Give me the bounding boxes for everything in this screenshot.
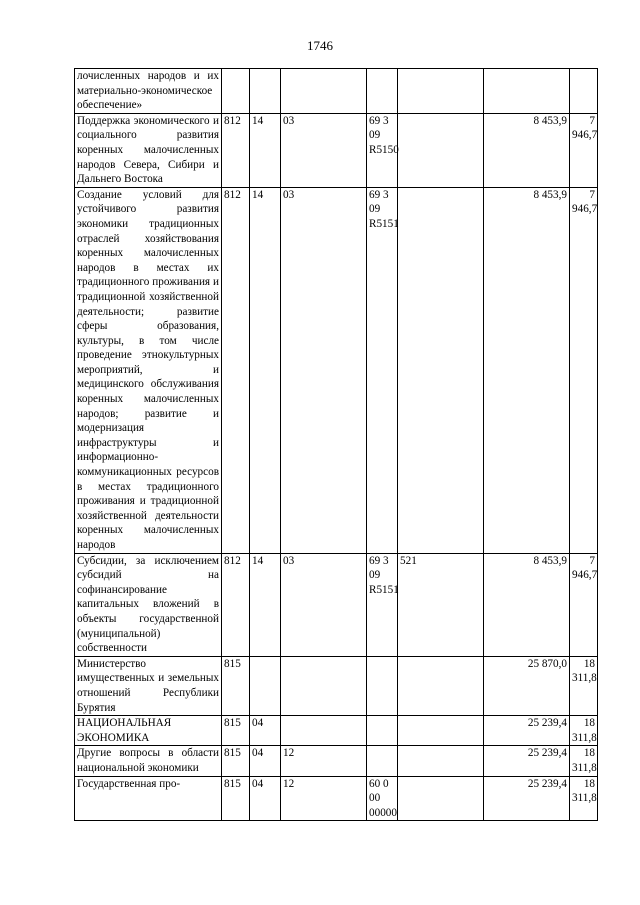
table-row [75,746,598,776]
table-row [75,187,598,553]
cell-ved [222,69,250,114]
cell-vr [398,187,484,553]
cell-pr: 03 [281,113,367,187]
cell-sum-2: 7 946,7 [570,113,598,187]
cell-rz: 14 [250,113,281,187]
budget-table [74,68,598,821]
cell-ved: 815 [222,656,250,715]
page-number: 1746 [307,38,333,53]
cell-vr [398,113,484,187]
cell-csr [367,716,398,746]
cell-sum-1: 8 453,9 [484,187,570,553]
cell-pr [281,656,367,715]
cell-vr [398,776,484,821]
cell-sum-2: 18 311,8 [570,746,598,776]
cell-sum-1: 8 453,9 [484,113,570,187]
cell-ved: 812 [222,187,250,553]
cell-sum-1: 25 870,0 [484,656,570,715]
cell-rz: 14 [250,187,281,553]
cell-sum-1: 25 239,4 [484,716,570,746]
cell-csr: 60 0 00 00000 [367,776,398,821]
cell-vr [398,656,484,715]
cell-csr: 69 3 09 R5151 [367,553,398,656]
cell-sum-2: 18 311,8 [570,776,598,821]
cell-name: Государственная про- [75,776,222,821]
cell-rz [250,656,281,715]
table-row [75,776,598,821]
cell-name: лочисленных народов и их материально-экономическое обеспечение» [75,69,222,114]
cell-sum-2: 7 946,7 [570,187,598,553]
cell-rz: 14 [250,553,281,656]
cell-rz: 04 [250,746,281,776]
cell-ved: 815 [222,746,250,776]
cell-sum-2 [570,69,598,114]
cell-sum-2: 18 311,8 [570,716,598,746]
cell-ved: 815 [222,716,250,746]
cell-ved: 815 [222,776,250,821]
cell-rz: 04 [250,776,281,821]
table-row [75,113,598,187]
cell-sum-1: 25 239,4 [484,746,570,776]
cell-sum-1: 8 453,9 [484,553,570,656]
cell-pr: 03 [281,553,367,656]
cell-csr: 69 3 09 R5151 [367,187,398,553]
cell-rz [250,69,281,114]
cell-sum-2: 18 311,8 [570,656,598,715]
cell-name: Поддержка экономического и социального развития коренных малочисленных народов Севера, Сибири и Дальнего Востока [75,113,222,187]
table-row [75,553,598,656]
cell-csr [367,69,398,114]
table-row [75,656,598,715]
cell-name: НАЦИОНАЛЬНАЯ ЭКОНОМИКА [75,716,222,746]
cell-rz: 04 [250,716,281,746]
cell-vr [398,746,484,776]
cell-pr: 03 [281,187,367,553]
cell-name: Министерство имущественных и земельных отношений Республики Бурятия [75,656,222,715]
cell-pr [281,716,367,746]
cell-sum-1: 25 239,4 [484,776,570,821]
cell-name: Другие вопросы в области национальной экономики [75,746,222,776]
cell-sum-1 [484,69,570,114]
cell-csr: 69 3 09 R5150 [367,113,398,187]
cell-name: Субсидии, за исключением субсидий на софинансирование капитальных вложений в объекты государственной (муниципальной) собственности [75,553,222,656]
table-row [75,69,598,114]
cell-name: Создание условий для устойчивого развития экономики традиционных отраслей хозяйствования коренных малочисленных народов в местах их традиционного проживания и традиционной хозяйственной деятельности; развитие сферы образования, культуры, в том числе проведение этнокультурных мероприятий, и медицинского обслуживания коренных малочисленных народов; развитие и модернизация инфраструктуры и информационно-коммуникационных ресурсов в местах традиционного проживания и традиционной хозяйственной деятельности коренных малочисленных народов [75,187,222,553]
cell-vr [398,716,484,746]
cell-vr: 521 [398,553,484,656]
cell-csr [367,656,398,715]
cell-csr [367,746,398,776]
cell-pr [281,69,367,114]
cell-pr: 12 [281,746,367,776]
table-row [75,716,598,746]
cell-sum-2: 7 946,7 [570,553,598,656]
cell-ved: 812 [222,113,250,187]
cell-pr: 12 [281,776,367,821]
cell-vr [398,69,484,114]
cell-ved: 812 [222,553,250,656]
